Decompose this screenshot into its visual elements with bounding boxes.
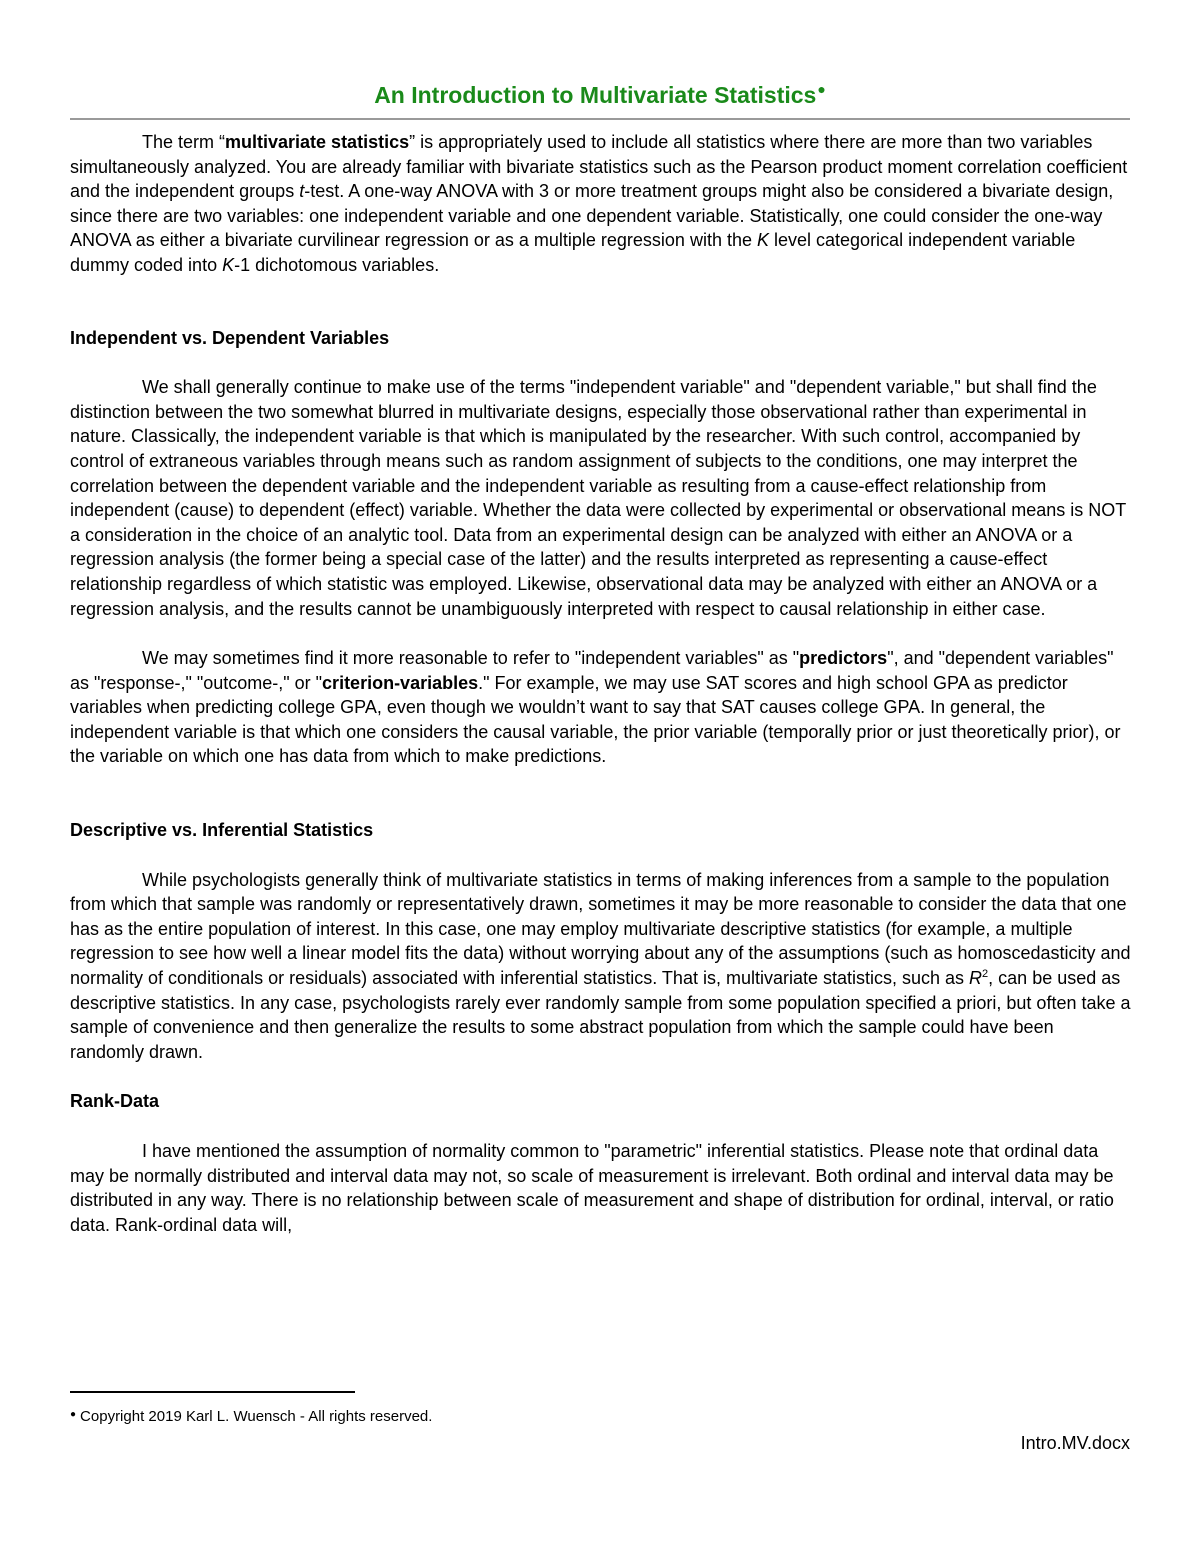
text-run: ” is appropriately used to include all statistics where there are more than two variables simultaneously analyzed. You are already familiar with bivariate statistics such as the Pearson product moment correlation coefficient and the independent groups [70, 132, 1128, 202]
footnote-marker-icon: ● [70, 1409, 77, 1420]
document-filename: Intro.MV.docx [1020, 1433, 1130, 1453]
paragraph-intro [70, 130, 1132, 278]
text-run: -test. A one-way ANOVA with 3 or more treatment groups might also be considered a bivariate design, since there are two variables: one independent variable and one dependent variable. Statistically, one could consider the one-way ANOVA as either a bivariate curvilinear regression or as a multiple regression with the [70, 181, 1114, 251]
italic-k: K [756, 230, 769, 251]
paragraph-variables: We shall generally continue to make use of the terms "independent variable" and "dependent variable," but shall find the distinction between the two somewhat blurred in multivariate designs, especially those observational rather than experimental in nature. Classically, the independent variable is that which is manipulated by the researcher. With such control, accompanied by control of extraneous variables through means such as random assignment of subjects to the conditions, one may interpret the correlation between the dependent variable and the independent variable as resulting from a cause-effect relationship from independent (cause) to dependent (effect) variable. Whether the data were collected by experimental or observational means is NOT a consideration in the choice of an analytic tool. Data from an experimental design can be analyzed with either an ANOVA or a regression analysis (the former being a special case of the latter) and the results interpreted as representing a cause-effect relationship regardless of which statistic was employed. Likewise, observational data may be analyzed with either an ANOVA or a regression analysis, and the results cannot be unambiguously interpreted with respect to causal relationship in either case. [70, 377, 1126, 619]
footnote-marker-icon: ● [817, 81, 826, 97]
title-divider [70, 118, 1130, 120]
text-run: ." For example, we may use SAT scores and high school GPA as predictor variables when predicting college GPA, even though we wouldn’t want to say that SAT causes college GPA. In general, the independent variable is that which one considers the causal variable, the prior variable (temporally prior or just theoretically prior), or the variable on which one has data from which to make predictions. [70, 672, 1121, 767]
text-run: , can be used as descriptive statistics. In any case, psychologists rarely ever randomly sample from some population specified a priori, but often take a sample of convenience and then generalize the results to some abstract population from which the sample could have been randomly drawn. [70, 968, 1131, 1062]
footnote-separator [70, 1391, 355, 1393]
paragraph-descriptive [70, 868, 1132, 1065]
document-title [0, 74, 1200, 110]
text-run: -1 dichotomous variables. [234, 254, 440, 275]
text-run: While psychologists generally think of multivariate statistics in terms of making inferences from a sample to the population from which that sample was randomly or representatively drawn, sometimes it may be more reasonable to consider the data that one has as the entire population of interest. In this case, one may employ multivariate descriptive statistics (for example, a multiple regression to see how well a linear model fits the data) without worrying about any of the assumptions (such as homoscedasticity and normality of conditionals or residuals) associated with inferential statistics. That is, multivariate statistics, such as [70, 869, 1131, 989]
text-run: The term “ [142, 132, 226, 152]
paragraph-predictors [70, 646, 1132, 769]
italic-k: K [222, 254, 235, 275]
title-text: An Introduction to Multivariate Statistics [374, 82, 817, 108]
footnote [70, 1405, 432, 1427]
heading-descriptive-vs-inferential: Descriptive vs. Inferential Statistics [70, 820, 374, 841]
heading-rank-data: Rank-Data [70, 1091, 160, 1112]
text-run: We may sometimes find it more reasonable to refer to "independent variables" as " [142, 648, 800, 669]
term-predictors: predictors [799, 648, 888, 669]
term-criterion-variables: criterion-variables [322, 672, 479, 693]
footnote-text: Copyright 2019 Karl L. Wuensch - All rights reserved. [80, 1408, 433, 1425]
term-multivariate-statistics: multivariate statistics [225, 132, 410, 152]
document-body [70, 130, 1132, 1237]
paragraph-rank-data: I have mentioned the assumption of normality common to "parametric" inferential statistics. Please note that ordinal data may be normally distributed and interval data may not, so scale of measurement is irrelevant. Both ordinal and interval data may be distributed in any way. There is no relationship between scale of measurement and shape of distribution for ordinal, interval, or ratio data. Rank-ordinal data will, [70, 1141, 1114, 1235]
superscript-2: 2 [982, 968, 989, 981]
text-run: ", and "dependent variables" as "response-," "outcome-," or " [70, 648, 1114, 693]
text-run: level categorical independent variable dummy coded into [70, 230, 1076, 275]
heading-independent-vs-dependent: Independent vs. Dependent Variables [70, 327, 390, 348]
italic-r: R [969, 968, 983, 989]
italic-t: t [299, 181, 305, 202]
